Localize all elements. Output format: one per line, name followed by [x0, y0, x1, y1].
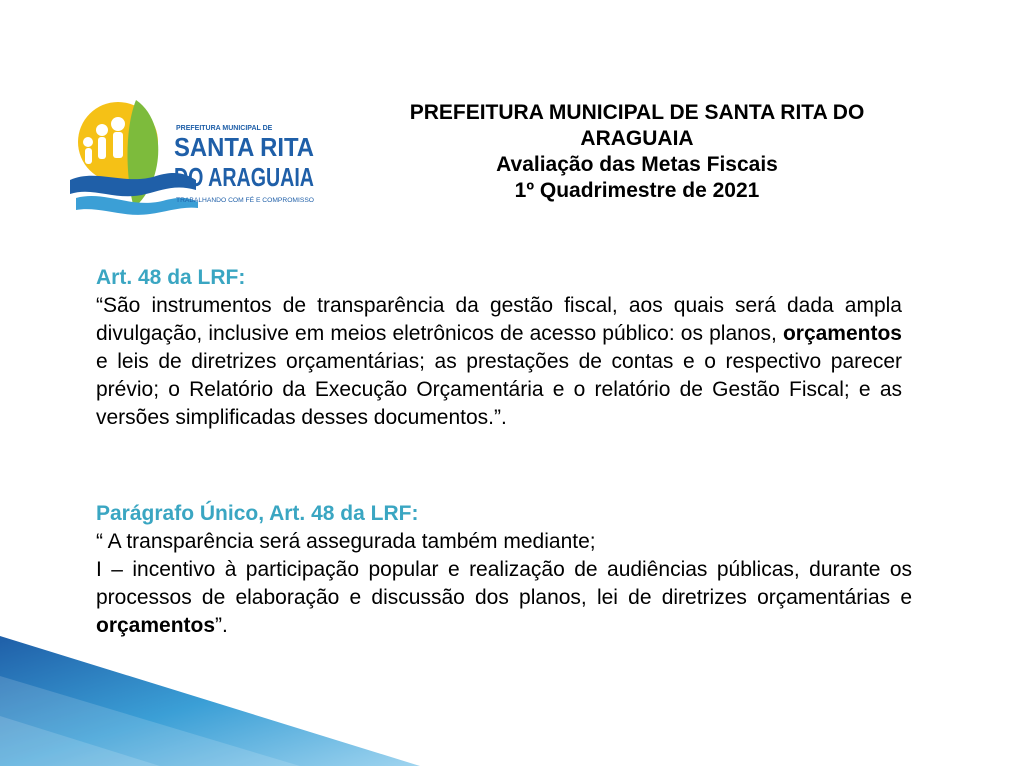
section-paragraph-2 — [96, 556, 912, 640]
logo-graphic — [66, 90, 320, 228]
paragraph-bold-text-2: orçamentos — [96, 614, 216, 637]
paragraph-text-end: e leis de diretrizes orçamentárias; as prestações de contas e o respectivo parecer prévio; o Relatório da Execução Orçamentária e o relatório de Gestão Fiscal; e as versões simplificadas desses documentos.”. — [96, 350, 902, 429]
document-header — [352, 100, 922, 204]
section-art48 — [96, 264, 902, 432]
header-line3: Avaliação das Metas Fiscais — [496, 153, 778, 176]
section-heading: Art. 48 da LRF: — [96, 266, 246, 289]
section-paragrafo-unico — [96, 500, 912, 640]
municipal-logo — [66, 90, 320, 228]
section-paragraph — [96, 292, 902, 432]
paragraph-text-end-2: ”. — [215, 614, 228, 637]
section-line: “ A transparência será assegurada também mediante; — [96, 530, 596, 553]
decorative-corner — [0, 636, 420, 766]
logo-name-line2: DO ARAGUAIA — [174, 162, 315, 192]
header-line1: PREFEITURA MUNICIPAL DE SANTA RITA DO — [409, 101, 865, 124]
paragraph-bold-text: orçamentos — [782, 322, 902, 345]
corner-graphic — [0, 636, 420, 766]
header-line4: 1º Quadrimestre de 2021 — [514, 179, 760, 202]
logo-slogan: TRABALHANDO COM FÉ E COMPROMISSO — [176, 198, 300, 204]
logo-name-line1: SANTA RITA — [174, 132, 315, 162]
paragraph-text-2: I – incentivo à participação popular e realização de audiências públicas, durante os processos de elaboração e discussão dos planos, lei de diretrizes orçamentárias e — [96, 558, 912, 609]
paragraph-text: “São instrumentos de transparência da gestão fiscal, aos quais será dada ampla divulgação, inclusive em meios eletrônicos de acesso público: os planos, — [96, 294, 902, 345]
header-line2: ARAGUAIA — [580, 127, 694, 150]
section-heading-2: Parágrafo Único, Art. 48 da LRF: — [96, 502, 419, 525]
logo-small-text: PREFEITURA MUNICIPAL DE — [176, 125, 273, 132]
